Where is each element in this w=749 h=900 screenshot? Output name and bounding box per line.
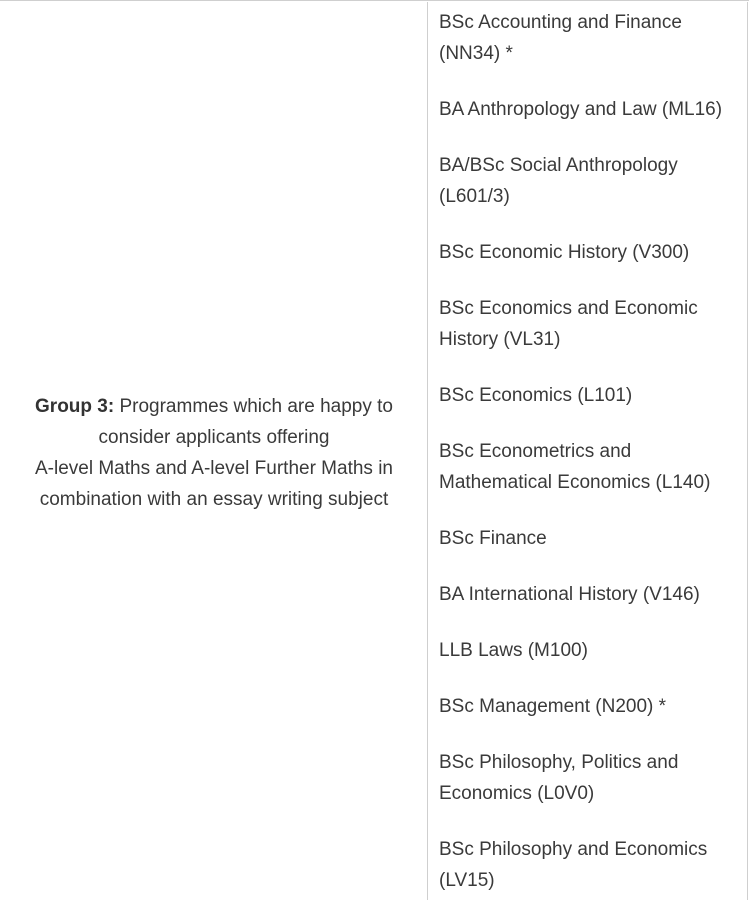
programmes-cell: [429, 2, 748, 900]
programme-item: BSc Economics and Economic History (VL31): [439, 298, 698, 350]
group-description-line2: A-level Maths and A-level Further Maths in combination with an essay writing subject: [35, 458, 393, 510]
programme-item: BSc Economics (L101): [439, 385, 633, 406]
programme-item: BSc Philosophy, Politics and Economics (L0V0): [439, 752, 679, 804]
programme-item: BSc Accounting and Finance (NN34) *: [439, 12, 682, 64]
group-description-line1: Programmes which are happy to consider applicants offering: [98, 396, 393, 448]
programme-item: BSc Finance: [439, 528, 547, 549]
programme-item: BA/BSc Social Anthropology (L601/3): [439, 155, 678, 207]
group-description: [14, 391, 414, 515]
programme-item: BSc Philosophy and Economics (LV15): [439, 839, 708, 891]
group-cell: [0, 2, 428, 900]
group-label: Group 3:: [35, 396, 115, 417]
programme-item: BSc Economic History (V300): [439, 242, 690, 263]
programme-item: BA International History (V146): [439, 584, 700, 605]
programme-item: BSc Management (N200) *: [439, 696, 667, 717]
programme-item: BSc Econometrics and Mathematical Economics (L140): [439, 441, 711, 493]
programme-list: [439, 7, 744, 900]
programme-item: BA Anthropology and Law (ML16): [439, 99, 723, 120]
programme-item: LLB Laws (M100): [439, 640, 588, 661]
